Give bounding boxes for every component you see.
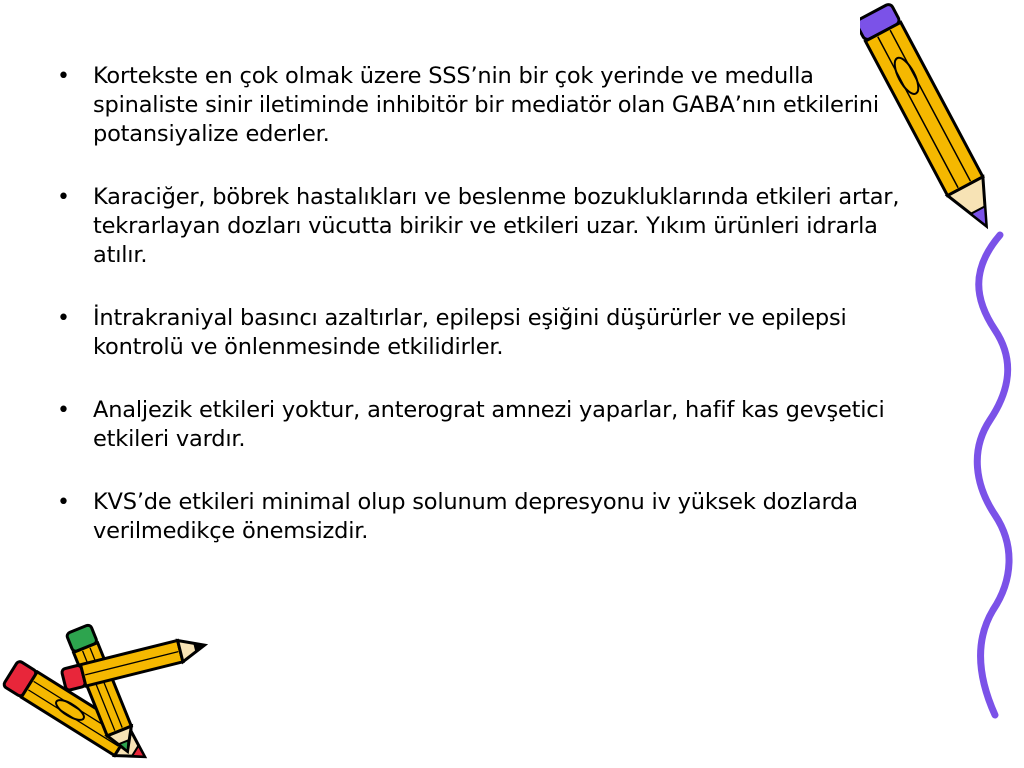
bullet-text: Karaciğer, böbrek hastalıkları ve beslenme bozukluklarında etkileri artar, tekrarlayan dozları vücutta birikir ve etkileri uzar. Yıkım ürünleri idrarla atılır. <box>93 184 900 268</box>
bullet-dot: • <box>57 306 70 331</box>
bullet-item <box>55 488 905 546</box>
bullet-list <box>55 62 905 546</box>
bullet-dot: • <box>57 185 70 210</box>
bullet-dot: • <box>57 398 70 423</box>
bullet-dot: • <box>57 64 70 89</box>
wavy-line <box>965 230 1020 720</box>
bullet-dot: • <box>57 490 70 515</box>
bullet-item <box>55 183 905 270</box>
bullet-text: Analjezik etkileri yoktur, anterograt amnezi yaparlar, hafif kas gevşetici etkileri vardır. <box>93 397 885 452</box>
bullet-text: KVS’de etkileri minimal olup solunum depresyonu iv yüksek dozlarda verilmedikçe önemsizdir. <box>93 489 858 544</box>
bullet-item <box>55 62 905 149</box>
bullet-item <box>55 396 905 454</box>
pencil-cluster-icon <box>0 615 215 760</box>
bullet-text: İntrakraniyal basıncı azaltırlar, epilepsi eşiğini düşürürler ve epilepsi kontrolü ve önlenmesinde etkilidirler. <box>93 305 847 360</box>
slide-content <box>55 62 905 580</box>
bullet-text: Kortekste en çok olmak üzere SSS’nin bir çok yerinde ve medulla spinaliste sinir iletiminde inhibitör bir mediatör olan GABA’nın etkilerini potansiyalize ederler. <box>93 63 879 147</box>
pencil-icon <box>860 0 1000 245</box>
bullet-item <box>55 304 905 362</box>
